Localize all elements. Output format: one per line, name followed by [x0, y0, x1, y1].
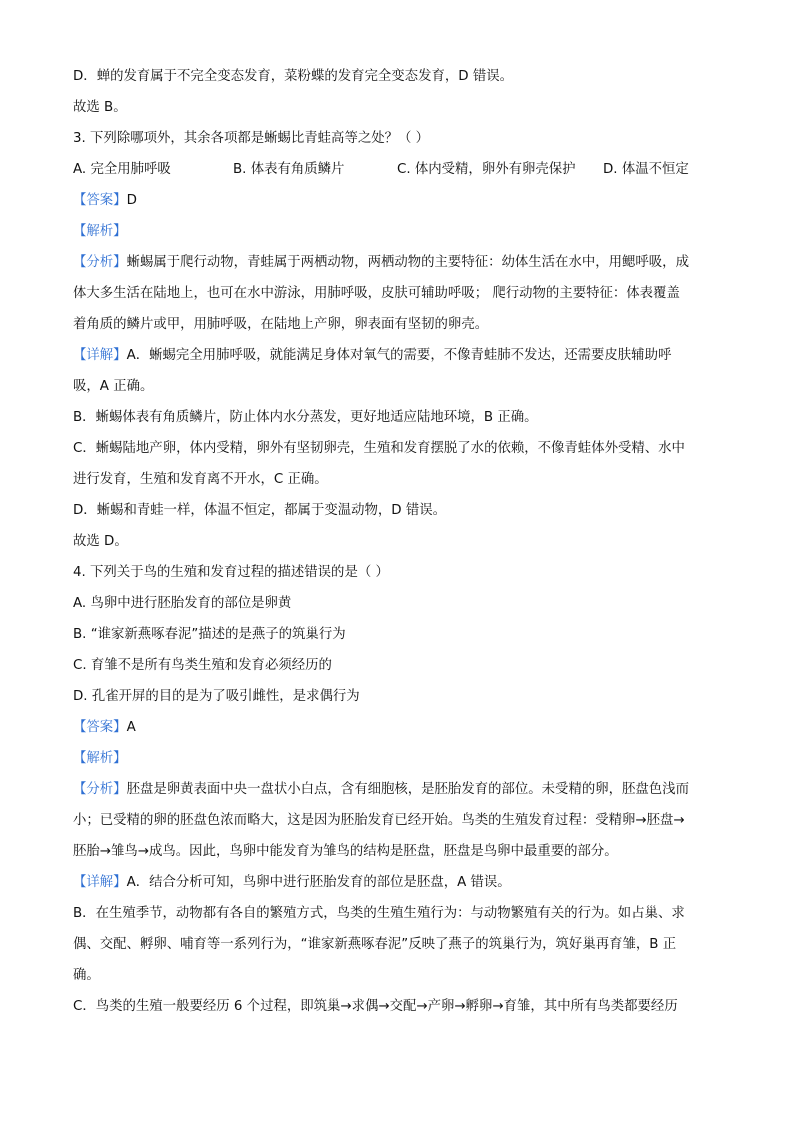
text-line: 进行发育，生殖和发育离不开水，C 正确。 — [73, 472, 328, 487]
text-line: D．蝉的发育属于不完全变态发育，菜粉蝶的发育完全变态发育，D 错误。 — [73, 69, 513, 84]
text-line: 故选 B。 — [73, 100, 127, 115]
option-c: C. 体内受精，卵外有卵壳保护 — [397, 162, 576, 177]
text-line: 故选 D。 — [73, 534, 128, 549]
analysis-line: 【分析】胚盘是卵黄表面中央一盘状小白点，含有细胞核，是胚胎发育的部位。未受精的卵，胚盘色浅而 — [73, 782, 689, 797]
answer-tag: 【答案】 — [73, 720, 127, 735]
option-d: D. 孔雀开屏的目的是为了吸引雌性，是求偶行为 — [73, 689, 360, 704]
option-d: D. 体温不恒定 — [603, 162, 689, 177]
text-line: 确。 — [73, 968, 100, 983]
text-line: B．蜥蜴体表有角质鳞片，防止体内水分蒸发，更好地适应陆地环境，B 正确。 — [73, 410, 538, 425]
text-line: C．蜥蜴陆地产卵，体内受精，卵外有坚韧卵壳，生殖和发育摆脱了水的依赖，不像青蛙体外受精、水中 — [73, 441, 685, 456]
option-b: B. 体表有角质鳞片 — [233, 162, 345, 177]
detail-tag: 【详解】 — [73, 348, 127, 363]
answer-value: D — [126, 193, 137, 208]
option-b: B. “谁家新燕啄春泥”描述的是燕子的筑巢行为 — [73, 627, 346, 642]
analysis-heading: 【解析】 — [73, 224, 127, 239]
text-line: 胚胎→雏鸟→成鸟。因此，鸟卵中能发育为雏鸟的结构是胚盘，胚盘是鸟卵中最重要的部分。 — [73, 844, 618, 859]
text-line: C．鸟类的生殖一般要经历 6 个过程，即筑巢→求偶→交配→产卵→孵卵→育雏，其中所有鸟类都要经历 — [73, 999, 678, 1014]
analysis-tag: 【分析】 — [73, 782, 127, 797]
answer-value: A — [126, 720, 136, 735]
analysis-heading: 【解析】 — [73, 751, 127, 766]
text-line: 偶、交配、孵卵、哺育等一系列行为，“谁家新燕啄春泥”反映了燕子的筑巢行为，筑好巢再育雏，B 正 — [73, 937, 677, 952]
option-a: A. 完全用肺呼吸 — [73, 162, 171, 177]
analysis-line: 【分析】蜥蜴属于爬行动物，青蛙属于两栖动物，两栖动物的主要特征：幼体生活在水中，用鳃呼吸，成 — [73, 255, 689, 270]
detail-line: 【详解】A．结合分析可知，鸟卵中进行胚胎发育的部位是胚盘，A 错误。 — [73, 875, 511, 890]
option-c: C. 育雏不是所有鸟类生殖和发育必须经历的 — [73, 658, 332, 673]
option-a: A. 鸟卵中进行胚胎发育的部位是卵黄 — [73, 596, 292, 611]
text-line: 着角质的鳞片或甲，用肺呼吸，在陆地上产卵，卵表面有坚韧的卵壳。 — [73, 317, 489, 332]
text-line: 吸，A 正确。 — [73, 379, 154, 394]
text-line: B．在生殖季节，动物都有各自的繁殖方式，鸟类的生殖生殖行为：与动物繁殖有关的行为。如占巢、求 — [73, 906, 685, 921]
text-line: 体大多生活在陆地上，也可在水中游泳，用肺呼吸，皮肤可辅助呼吸； 爬行动物的主要特征：体表覆盖 — [73, 286, 680, 301]
question-4-stem: 4. 下列关于鸟的生殖和发育过程的描述错误的是（ ） — [73, 565, 389, 580]
answer-line — [73, 185, 723, 216]
detail-tag: 【详解】 — [73, 875, 127, 890]
detail-line: 【详解】A．蜥蜴完全用肺呼吸，就能满足身体对氧气的需要，不像青蛙肺不发达，还需要皮肤辅助呼 — [73, 348, 672, 363]
answer-line — [73, 712, 723, 743]
question-3-stem: 3. 下列除哪项外，其余各项都是蜥蜴比青蛙高等之处？（ ） — [73, 131, 430, 146]
analysis-tag: 【分析】 — [73, 255, 127, 270]
question-3-options — [73, 154, 723, 185]
text-line: 小；已受精的卵的胚盘色浓而略大，这是因为胚胎发育已经开始。鸟类的生殖发育过程：受精卵→胚盘→ — [73, 813, 685, 828]
answer-tag: 【答案】 — [73, 193, 127, 208]
page-content — [73, 61, 723, 1022]
text-line: D．蜥蜴和青蛙一样，体温不恒定，都属于变温动物，D 错误。 — [73, 503, 447, 518]
